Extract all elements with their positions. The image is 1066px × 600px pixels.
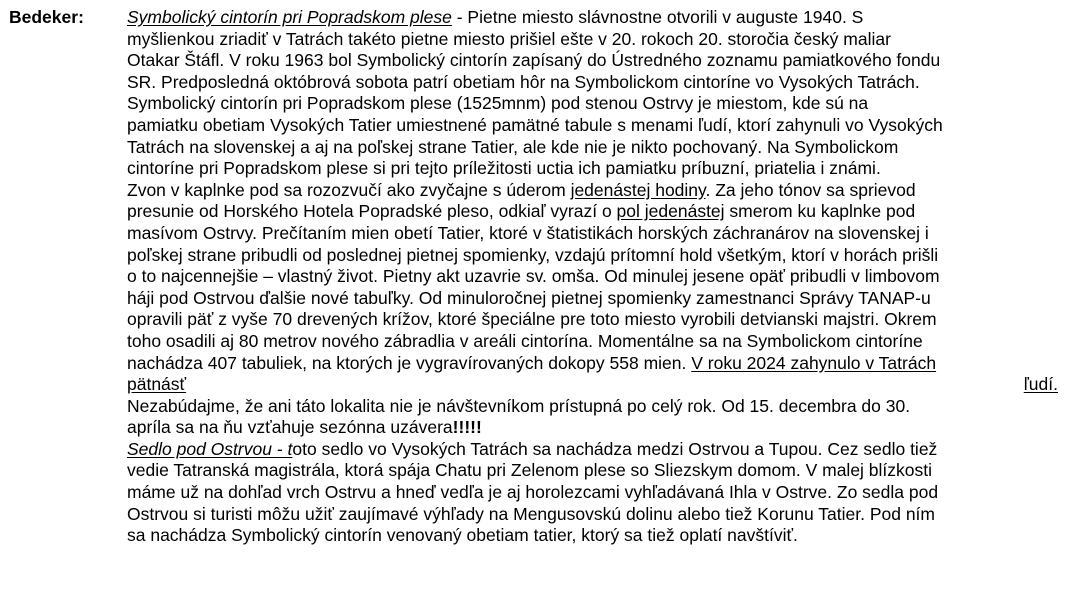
underlined-time-eleven: jedenástej hodiny [570, 179, 706, 200]
exclamation-marks: !!!!! [452, 417, 482, 438]
text-line: háji pod Ostrvou ďalšie nové tabuľky. Od minuloročnej pietnej spomienky zamestnanci Správy TANAP-u [127, 287, 931, 308]
text-line: Symbolický cintorín pri Popradskom plese - Pietne miesto slávnostne otvorili v auguste 1940. S [127, 7, 864, 27]
text-line: Sedlo pod Ostrvou - toto sedlo vo Vysokých Tatrách sa nachádza medzi Ostrvou a Tupou. Cez sedlo tiež [127, 438, 938, 459]
text-line: SR. Predposledná októbrová sobota patrí obetiam hôr na Symbolickom cintoríne vo Vysokých Tatrách. [127, 71, 920, 92]
text-line: vedie Tatranská magistrála, ktorá spája Chatu pri Zelenom plese so Sliezskym domom. V malej blízkosti [127, 460, 933, 481]
underlined-2024-note: V roku 2024 zahynulo v Tatrách [691, 352, 937, 373]
text-line: o to najcennejšie – vlastný život. Pietny akt uzavrie sv. omša. Od minulej jesene opäť pribudli v limbovom [127, 266, 940, 287]
text-line: opravili päť z vyše 70 drevených krížov, ktoré špeciálne pre toto miesto vyrobili detvianski majstri. Okrem [127, 309, 937, 330]
text-line: pamiatku obetiam Vysokých Tatier umiestnené pamätné tabule s menami ľudí, ktorí zahynuli vo Vysokých [127, 114, 943, 135]
text-line: Tatrách na slovenskej a aj na poľskej strane Tatier, ale kde nie je nikto pochovaný. Na Symbolickom [127, 136, 899, 157]
text-line: cintoríne pri Popradskom plese si pri tejto príležitosti uctia ich pamiatku príbuzní, priatelia i známi. [127, 158, 881, 179]
text-line: presunie od Horského Hotela Popradské pleso, odkiaľ vyrazí o pol jedenástej smerom ku kaplnke pod [127, 201, 916, 222]
text-line: sa nachádza Symbolický cintorín venovaný obetiam tatier, ktorý sa tiež oplatí navštíviť. [127, 525, 798, 546]
text-line: máme už na dohľad vrch Ostrvu a hneď vedľa je aj horolezcami vyhľadávaná Ihla v Ostrve. Zo sedla pod [127, 482, 939, 503]
document-body [127, 7, 1058, 547]
text-line: apríla sa na ňu vzťahuje sezónna uzávera!!!!! [127, 417, 482, 438]
section-title-sedlo[interactable]: Sedlo pod Ostrvou - t [127, 438, 293, 459]
text-line-justified: pätnásť ľudí. [127, 374, 1058, 395]
text-line: Zvon v kaplnke pod sa rozozvučí ako zvyčajne s úderom jedenástej hodiny. Za jeho tónov sa sprievod [127, 179, 916, 200]
section-title-cintorin[interactable]: Symbolický cintorín pri Popradskom plese [127, 7, 452, 27]
text-line: masívom Ostrvy. Prečítaním mien obetí Tatier, ktoré v štatistikách horských záchranárov na slovenskej i [127, 222, 929, 243]
text-line: Ostrvou si turisti môžu užiť zaujímavé výhľady na Mengusovskú dolinu alebo tiež Korunu Tatier. Pod ním [127, 503, 935, 524]
text-line: toho osadili aj 80 metrov nového zábradlia v areáli cintorína. Momentálne sa na Symbolickom cintoríne [127, 330, 923, 351]
text-line: Symbolický cintorín pri Popradskom plese (1525mnm) pod stenou Ostrvy je miestom, kde sú na [127, 93, 869, 114]
text-line: poľskej strane pribudli od poslednej pietnej spomienky, vzdajú prítomní hold všetkým, ktorí v horách prišli [127, 244, 939, 265]
text-line: myšlienkou zriadiť v Tatrách takéto pietne miesto prišiel ešte v 20. rokoch 20. storočia český maliar [127, 28, 891, 49]
bedeker-label: Bedeker: [9, 7, 84, 27]
underlined-time-half-eleven: pol jedenástej [616, 201, 725, 222]
text-line: nachádza 407 tabuliek, na ktorých je vygravírovaných dokopy 558 mien. V roku 2024 zahynulo v Tatrách [127, 352, 937, 373]
text-line: Otakar Štáfl. V roku 1963 bol Symbolický cintorín zapísaný do Ústredného zoznamu pamiatkového fondu [127, 50, 941, 71]
text-line: Nezabúdajme, že ani táto lokalita nie je návštevníkom prístupná po celý rok. Od 15. decembra do 30. [127, 395, 911, 416]
